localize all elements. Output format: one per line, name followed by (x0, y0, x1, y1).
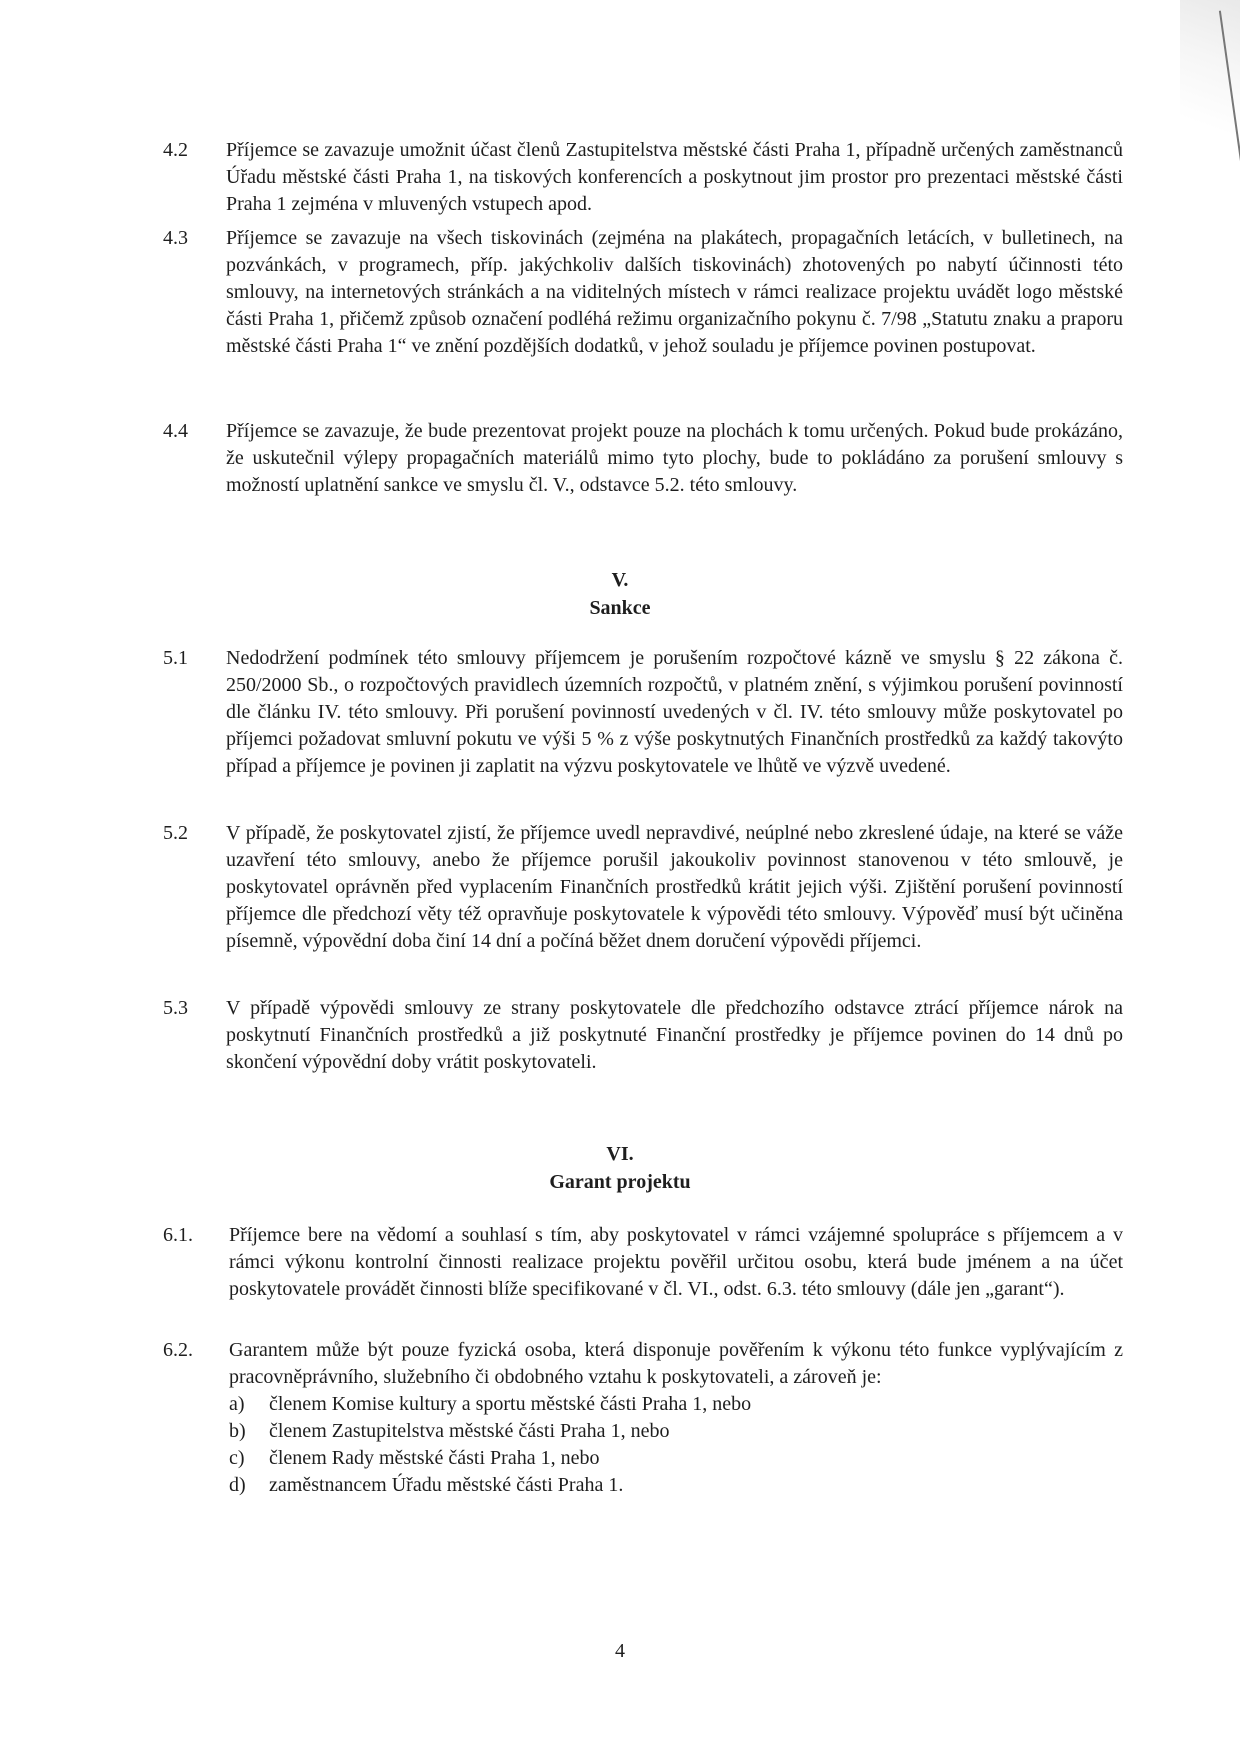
list-item (229, 1418, 1123, 1445)
clause-number: 5.2 (163, 822, 188, 844)
clause-text: Příjemce bere na vědomí a souhlasí s tím, aby poskytovatel v rámci vzájemné spolupráce s příjemcem a v rámci výkonu kontrolní činnosti realizace projektu pověřil určitou osobu, která bude jménem a na účet poskytovatele provádět činnosti blíže specifikované v čl. VI., odst. 6.3. této smlouvy (dále jen „garant“). (229, 1224, 1123, 1300)
article-heading-v (0, 566, 1240, 622)
clause-6-1 (163, 1222, 1123, 1303)
list-item (229, 1472, 1123, 1499)
clause-text: V případě, že poskytovatel zjistí, že příjemce uvedl nepravdivé, neúplné nebo zkreslené údaje, na které se váže uzavření této smlouvy, anebo že příjemce porušil jakoukoliv povinnost stanovenou v této smlouvě, je poskytovatel oprávněn před vyplacením Finančních prostředků krátit jejich výši. Zjištění porušení povinností příjemce dle předchozí věty též opravňuje poskytovatele k výpovědi této smlouvy. Výpověď musí být učiněna písemně, výpovědní doba činí 14 dní a počíná běžet dnem doručení výpovědi příjemci. (226, 822, 1123, 952)
clause-text: Příjemce se zavazuje, že bude prezentovat projekt pouze na plochách k tomu určených. Pokud bude prokázáno, že uskutečnil výlepy propagačních materiálů mimo tyto plochy, bude to pokládáno za porušení smlouvy s možností uplatnění sankce ve smyslu čl. V., odstavce 5.2. této smlouvy. (226, 420, 1123, 496)
list-item (229, 1445, 1123, 1472)
list-marker: a) (229, 1393, 245, 1415)
clause-number: 4.3 (163, 227, 188, 249)
clause-text: Garantem může být pouze fyzická osoba, která disponuje pověřením k výkonu této funkce vyplývajícím z pracovněprávního, služebního či obdobného vztahu k poskytovateli, a zároveň je: (229, 1339, 1123, 1388)
clause-text: Příjemce se zavazuje na všech tiskovinách (zejména na plakátech, propagačních letácích, v bulletinech, na pozvánkách, v programech, příp. jakýchkoliv dalších tiskovinách) zhotovených po nabytí účinnosti této smlouvy, na internetových stránkách a na viditelných místech v rámci realizace projektu uvádět logo městské části Praha 1, přičemž způsob označení podléhá režimu organizačního pokynu č. 7/98 „Statutu znaku a praporu městské části Praha 1“ ve znění pozdějších dodatků, v jehož souladu je příjemce povinen postupovat. (226, 227, 1123, 357)
clause-number: 4.4 (163, 420, 188, 442)
page-number: 4 (615, 1640, 625, 1662)
list-item-text: členem Zastupitelstva městské části Praha 1, nebo (269, 1420, 670, 1442)
clause-number: 5.3 (163, 997, 188, 1019)
list-marker: c) (229, 1447, 245, 1469)
clause-4-4 (163, 418, 1123, 499)
article-title: Garant projektu (549, 1171, 691, 1193)
list-item-text: členem Rady městské části Praha 1, nebo (269, 1447, 600, 1469)
clause-text: V případě výpovědi smlouvy ze strany poskytovatele dle předchozího odstavce ztrácí příjemce nárok na poskytnutí Finančních prostředků a již poskytnuté Finanční prostředky je příjemce povinen do 14 dnů po skončení výpovědní doby vrátit poskytovateli. (226, 997, 1123, 1073)
list-item (229, 1391, 1123, 1418)
clause-6-2 (163, 1337, 1123, 1499)
list-marker: d) (229, 1474, 246, 1496)
article-heading-vi (0, 1140, 1240, 1196)
clause-5-1 (163, 645, 1123, 780)
list-marker: b) (229, 1420, 246, 1442)
list-item-text: členem Komise kultury a sportu městské části Praha 1, nebo (269, 1393, 752, 1415)
clause-4-3 (163, 225, 1123, 360)
article-numeral: VI. (606, 1143, 634, 1165)
list-item-text: zaměstnancem Úřadu městské části Praha 1. (269, 1474, 624, 1496)
clause-5-3 (163, 995, 1123, 1076)
clause-text: Příjemce se zavazuje umožnit účast členů Zastupitelstva městské části Praha 1, případně určených zaměstnanců Úřadu městské části Praha 1, na tiskových konferencích a poskytnout jim prostor pro prezentaci městské části Praha 1 zejména v mluvených vstupech apod. (226, 139, 1123, 215)
clause-number: 5.1 (163, 647, 188, 669)
article-title: Sankce (589, 597, 651, 619)
article-numeral: V. (611, 569, 629, 591)
clause-4-2 (163, 137, 1123, 218)
garant-conditions-list (229, 1391, 1123, 1499)
clause-number: 6.2. (163, 1339, 193, 1361)
scan-shadow (1180, 0, 1240, 210)
clause-number: 6.1. (163, 1224, 193, 1246)
clause-text: Nedodržení podmínek této smlouvy příjemcem je porušením rozpočtové kázně ve smyslu § 22 zákona č. 250/2000 Sb., o rozpočtových pravidlech územních rozpočtů, v platném znění, s výjimkou porušení povinností dle článku IV. této smlouvy. Při porušení povinností uvedených v čl. IV. této smlouvy může poskytovatel po příjemci požadovat smluvní pokutu ve výši 5 % z výše poskytnutých Finančních prostředků za každý takovýto případ a příjemce je povinen ji zaplatit na výzvu poskytovatele ve lhůtě ve výzvě uvedené. (226, 647, 1123, 777)
clause-number: 4.2 (163, 139, 188, 161)
clause-5-2 (163, 820, 1123, 955)
